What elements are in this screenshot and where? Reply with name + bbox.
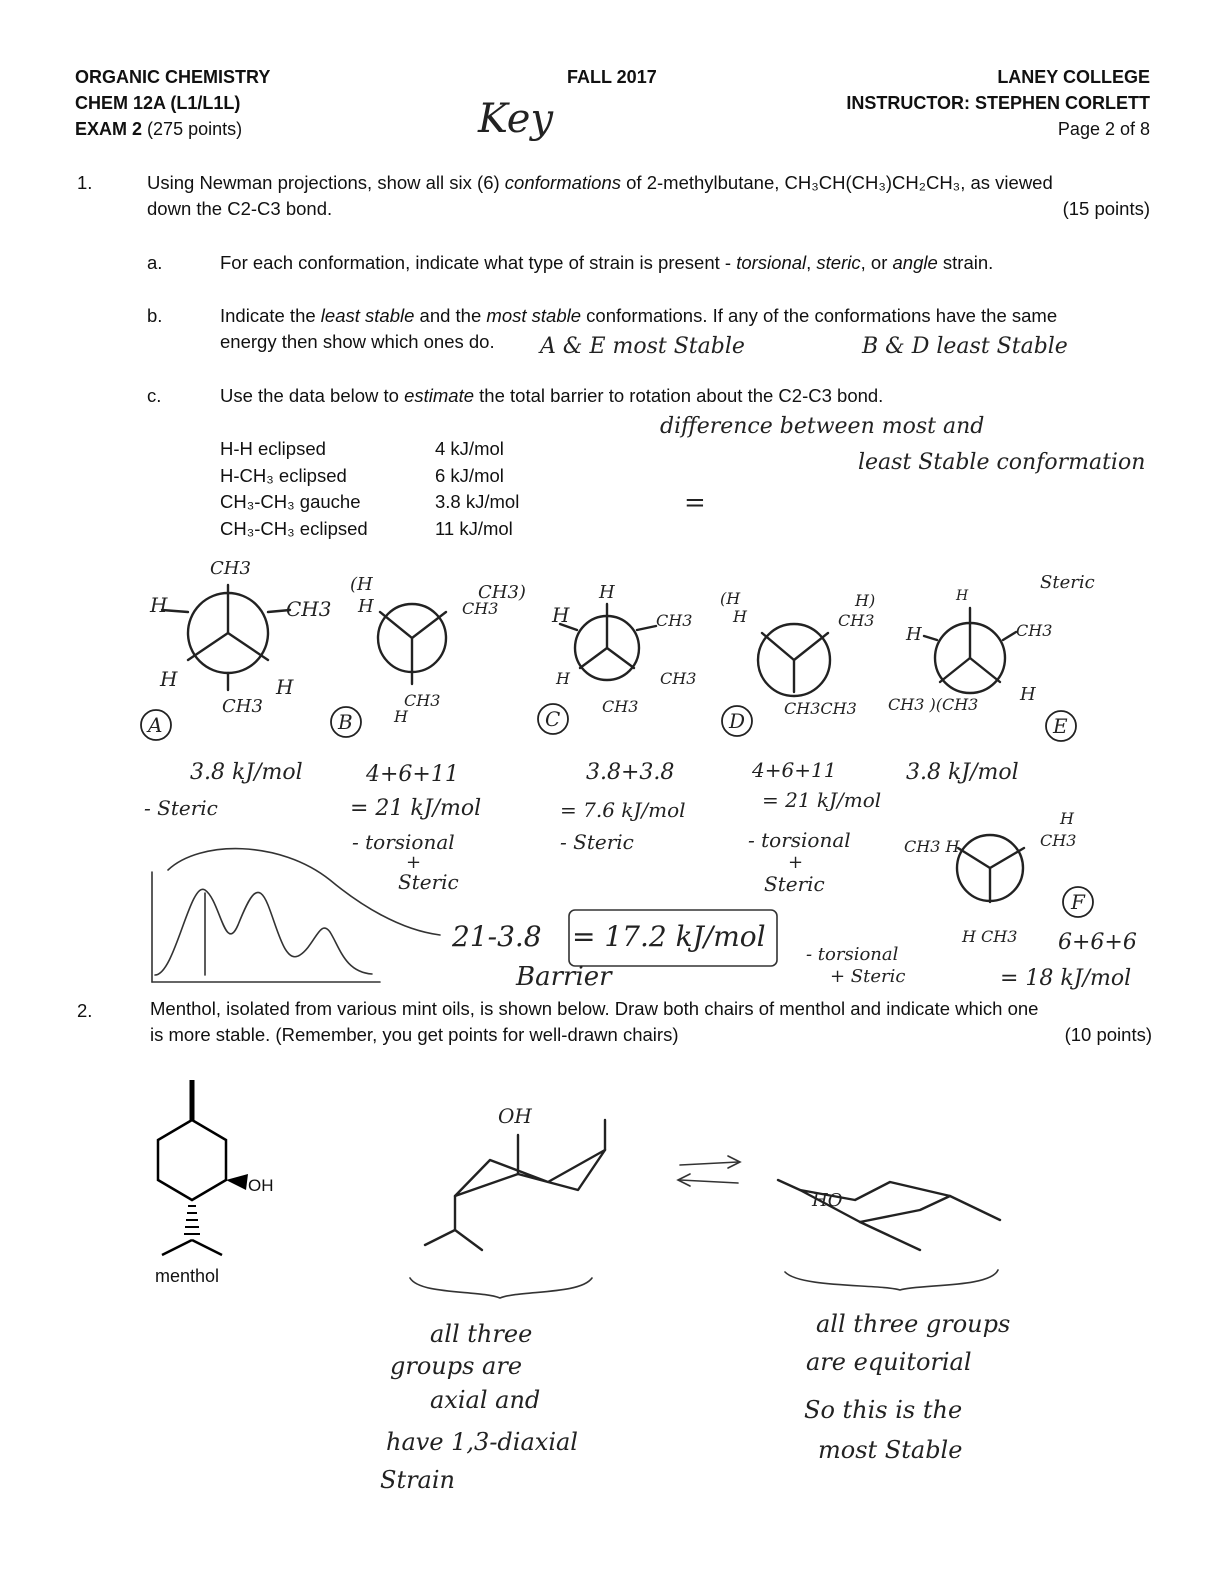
exam-name: EXAM 2 [75,119,143,139]
left-note-3: axial and [430,1386,541,1414]
q1b-mid: and the [414,305,487,326]
q1a-label: a. [147,252,163,273]
page-number: Page 2 of 8 [1057,119,1150,139]
svg-text:CH3: CH3 [222,696,263,717]
svg-text:H: H [599,582,615,603]
answer-most-stable: A & E most Stable [540,334,745,359]
conf-a-energy: 3.8 kJ/mol [190,760,303,785]
svg-text:CH3: CH3 [286,597,332,621]
svg-text:H: H [276,675,294,699]
menthol-oh-label: OH [248,1176,274,1195]
q1b-line2: energy then show which ones do. [220,331,495,352]
conf-c-strain: - Steric [560,830,634,854]
right-note-4: most Stable [818,1436,963,1464]
hand-oh: OH [498,1104,532,1128]
left-note-1: all three [430,1320,533,1348]
term: FALL 2017 [567,67,657,87]
conf-c-energy: 3.8+3.8 [586,760,675,785]
energy: 3.8 kJ/mol [435,491,520,513]
svg-text:CH3: CH3 [462,599,499,618]
conf-f-energy: 6+6+6 [1058,930,1137,955]
svg-text:H: H [552,603,570,627]
svg-text:CH3: CH3 [838,611,875,630]
svg-text:H: H [956,588,969,604]
conf-f-strain: - torsional [806,944,899,965]
conf-d-steric: Steric [764,872,825,896]
svg-text:F: F [1071,890,1085,914]
energy: 6 kJ/mol [435,464,504,486]
svg-text:CH3: CH3 [602,697,639,716]
interaction: H-H eclipsed [220,438,326,460]
svg-text:H: H [394,707,408,726]
svg-text:CH3CH3: CH3CH3 [784,699,857,718]
q1c-post: the total barrier to rotation about the C2-C3 bond. [474,385,884,406]
course-code: CHEM 12A (L1/L1L) [75,93,241,113]
svg-text:CH3): CH3) [478,582,526,603]
svg-text:H: H [160,667,178,691]
q1a-sep2: , or [860,252,893,273]
conf-c-energy-total: = 7.6 kJ/mol [560,798,686,822]
svg-text:CH3: CH3 [210,558,251,579]
q2-number: 2. [77,1000,93,1021]
right-note-2: are equitorial [806,1348,972,1376]
svg-text:H: H [556,669,570,688]
q1b-post: conformations. If any of the conformations have the same [581,305,1058,326]
conf-d-strain: - torsional [748,828,851,852]
left-note-2: groups are [390,1352,523,1380]
left-note-5: Strain [380,1466,455,1494]
svg-text:CH3: CH3 [656,611,693,630]
q2-prompt-line2: is more stable. (Remember, you get points for well-drawn chairs) [150,1024,679,1045]
college: LANEY COLLEGE [997,67,1150,87]
q1-prompt-post: of 2-methylbutane, CH₃CH(CH₃)CH₂CH₃, as viewed [621,172,1053,193]
conf-d-energy-total: = 21 kJ/mol [762,788,882,812]
q1b-most: most stable [486,305,582,326]
conf-d-plus: + [788,852,804,873]
right-note-1: all three groups [816,1310,1011,1338]
q1-prompt-em: conformations [504,172,621,193]
svg-text:H: H [150,593,168,617]
interaction: H-CH₃ eclipsed [220,464,347,486]
menthol-name: menthol [155,1266,220,1286]
q1a-steric: steric [816,252,861,273]
svg-text:H: H [1060,809,1074,828]
energy: 11 kJ/mol [435,517,513,539]
answer-c-equals: = [684,488,706,518]
hand-ho: HO [812,1190,843,1211]
exam-points: (275 points) [147,119,243,139]
svg-text:CH3: CH3 [660,669,697,688]
barrier-label: Barrier [516,962,612,992]
barrier-result: = 17.2 kJ/mol [572,920,766,953]
conf-e-energy: 3.8 kJ/mol [906,760,1019,785]
conf-b-strain: - torsional [352,830,455,854]
svg-text:C: C [545,707,561,731]
svg-text:CH3: CH3 [404,691,441,710]
q1c-label: c. [147,385,162,406]
conf-f-energy-total: = 18 kJ/mol [1000,966,1132,991]
svg-text:A: A [148,713,163,737]
q1a-torsional: torsional [736,252,807,273]
q1-prompt-pre: Using Newman projections, show all six (6) [147,172,505,193]
svg-text:D: D [729,709,746,733]
q1-points: (15 points) [1062,198,1150,219]
q1a-sep1: , [806,252,817,273]
svg-text:H: H [1020,684,1036,705]
q1a-pre: For each conformation, indicate what type of strain is present - [220,252,737,273]
svg-text:(H: (H [720,589,741,608]
conf-b-plus: + [406,852,422,873]
answer-c-line1: difference between most and [660,414,985,439]
handwritten-key: Key [478,96,554,142]
conf-d-energy: 4+6+11 [752,758,837,782]
q1c-estimate: estimate [404,385,475,406]
conf-e-strain: Steric [1040,572,1095,593]
q1b-pre: Indicate the [220,305,321,326]
barrier-calc: 21-3.8 [452,920,542,953]
answer-least-stable: B & D least Stable [862,334,1068,359]
svg-text:H: H [358,596,374,617]
svg-text:CH3 )(CH3: CH3 )(CH3 [888,695,979,714]
svg-text:B: B [338,710,353,734]
svg-text:CH3: CH3 [1040,831,1077,850]
q2-points: (10 points) [1064,1024,1152,1045]
right-note-3: So this is the [804,1396,963,1424]
svg-text:CH3: CH3 [1016,621,1053,640]
svg-text:H: H [906,624,922,645]
q1b-label: b. [147,305,163,326]
left-chair [455,1150,605,1196]
interaction: CH₃-CH₃ gauche [220,491,361,513]
q1-prompt-line2: down the C2-C3 bond. [147,198,333,219]
q1c-pre: Use the data below to [220,385,405,406]
q1a-post: strain. [937,252,994,273]
q1-number: 1. [77,172,93,193]
svg-text:H CH3: H CH3 [962,927,1018,946]
svg-text:H: H [733,607,747,626]
svg-text:E: E [1053,714,1068,738]
svg-text:H): H) [855,591,876,610]
answer-c-line2: least Stable conformation [858,450,1146,475]
left-note-4: have 1,3-diaxial [386,1428,578,1456]
interaction: CH₃-CH₃ eclipsed [220,517,368,539]
svg-text:(H: (H [350,574,373,595]
q2-prompt: Menthol, isolated from various mint oils, is shown below. Draw both chairs of menthol and indicate which one [150,998,1039,1019]
conf-f-strain2: + Steric [830,966,906,987]
conf-b-energy: 4+6+11 [366,762,459,787]
svg-text:CH3 H: CH3 H [904,837,960,856]
q1b-least: least stable [320,305,415,326]
q1a-angle: angle [892,252,938,273]
course-title: ORGANIC CHEMISTRY [75,67,271,87]
instructor: INSTRUCTOR: STEPHEN CORLETT [846,93,1150,113]
conf-a-strain: - Steric [144,796,218,820]
conf-b-energy-total: = 21 kJ/mol [350,796,482,821]
conf-b-steric: Steric [398,870,459,894]
energy: 4 kJ/mol [435,438,504,460]
